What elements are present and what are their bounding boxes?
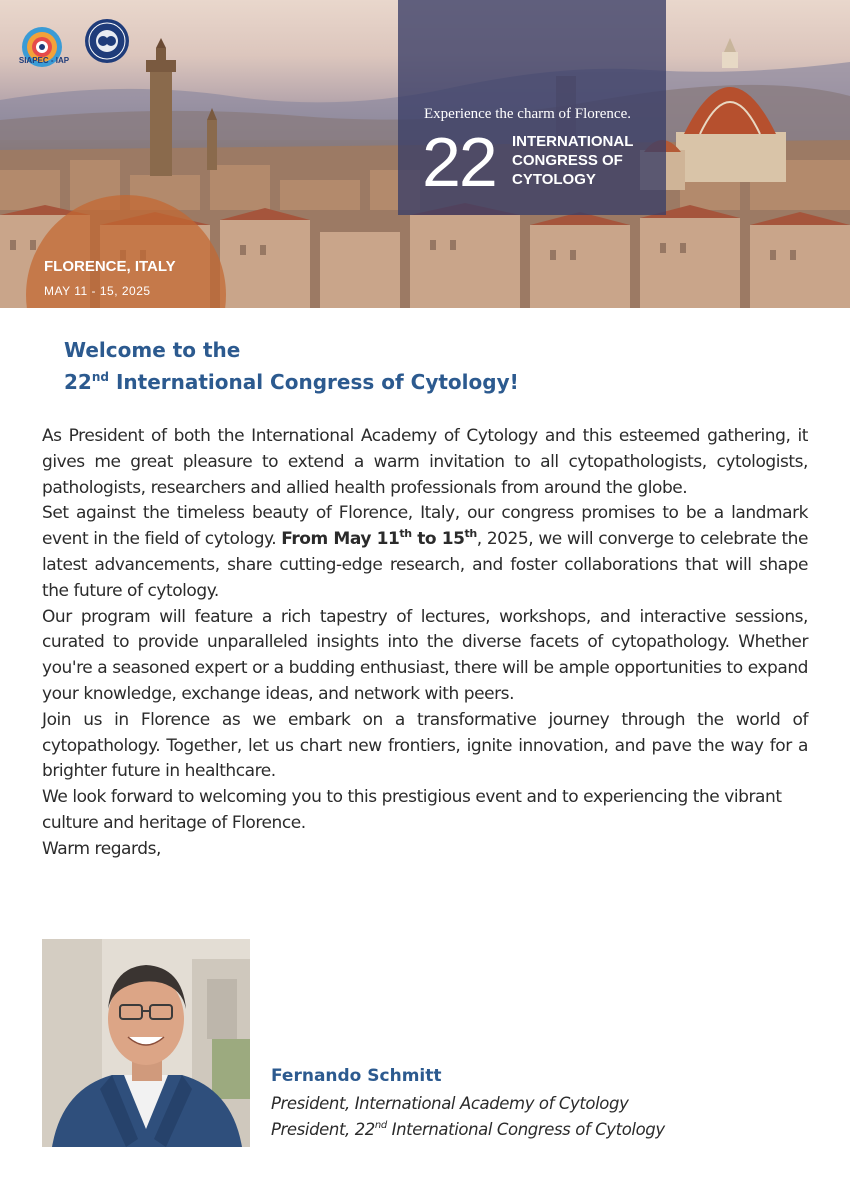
letter-paragraph-3: Our program will feature a rich tapestry of lectures, workshops, and interactive sessions, curated to provide unparalleled insights into the diverse facets of cytopathology. Whether you're a seasoned expert or a budding enthusiast, there will be ample opportunities to expand your knowledge, exchange ideas, and network with peers. [42,606,808,704]
siapec-iap-logo-icon [20,18,64,76]
letter-paragraph-5: We look forward to welcoming you to this prestigious event and to experiencing the vibrant culture and heritage of Florence. [42,787,782,833]
welcome-edition-number: 22 [64,370,92,394]
signatory-role-2-prefix: President, 22 [271,1120,375,1139]
letter-paragraph-1: As President of both the International Academy of Cytology and this esteemed gathering, it gives me great pleasure to extend a warm invitation to all cytopathologists, cytologists, pathologists, researchers and allied health professionals from around the globe. [42,426,808,498]
signatory-role-2-rest: International Congress of Cytology [386,1120,665,1139]
portrait-illustration [42,939,250,1147]
date-to-suffix: th [464,527,477,541]
hero-banner [0,0,850,308]
letter-paragraph-2-intro: Set against the timeless beauty of Florence, Italy, our congress promises to be a landmark event in the field of cytology. [42,503,808,550]
welcome-letter-body [42,424,808,863]
congress-tagline: Experience the charm of Florence. [424,106,631,122]
iac-academy-seal-icon [84,18,130,64]
congress-name-line-3: CYTOLOGY [512,171,596,188]
signatory-name: Fernando Schmitt [271,1066,442,1086]
letter-paragraph-2 [42,501,808,604]
welcome-heading [64,334,764,398]
date-from: From May 11 [281,529,400,550]
congress-name-line-1: INTERNATIONAL [512,133,634,150]
signatory-role-1: President, International Academy of Cytology [271,1094,629,1113]
date-to: to 15 [411,529,465,550]
date-from-suffix: th [399,527,412,541]
letter-paragraph-2-end: , 2025, we will converge to celebrate the latest advancements, share cutting-edge research, and foster collaborations that will shape the future of cytology. [42,529,808,601]
welcome-congress-title: International Congress of Cytology! [108,370,519,394]
letter-paragraph-4: Join us in Florence as we embark on a transformative journey through the world of cytopathology. Together, let us chart new frontiers, ignite innovation, and pave the way for a brighter future in healthcare. [42,709,808,782]
welcome-line-1: Welcome to the [64,338,241,362]
congress-edition-number: 22 [422,123,496,201]
siapec-iap-label: SIAPEC - IAP [18,56,70,65]
president-portrait-photo [42,939,250,1147]
congress-name [512,132,672,189]
letter-closing: Warm regards, [42,838,161,859]
congress-dates: MAY 11 - 15, 2025 [44,284,151,298]
welcome-line-2 [64,366,764,398]
signatory-role-2-suffix: nd [374,1120,387,1131]
congress-location: FLORENCE, ITALY [44,258,176,275]
signatory-role-2 [271,1120,831,1139]
congress-date-range [281,529,476,549]
welcome-ordinal-suffix: nd [91,370,109,384]
congress-name-line-2: CONGRESS OF [512,152,623,169]
